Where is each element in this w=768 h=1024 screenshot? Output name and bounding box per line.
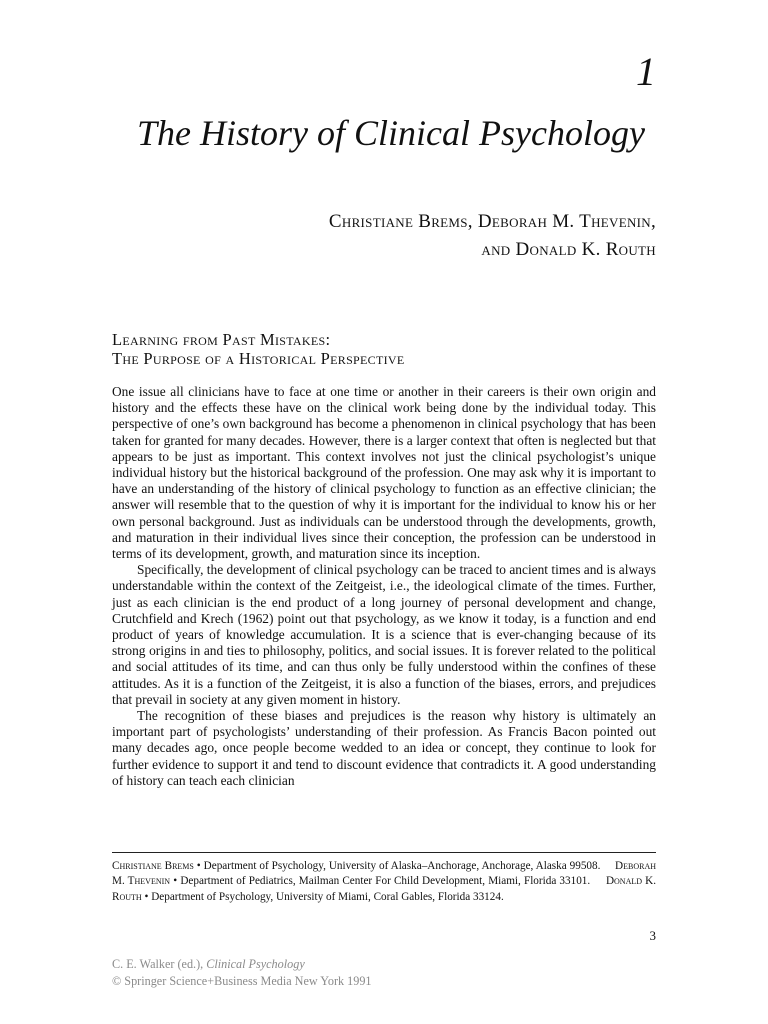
footnote-separator-1: • (196, 860, 201, 872)
paragraph-1: One issue all clinicians have to face at one time or another in their careers is their own origin and history and the effects these have on the clinical work being done by the individual today. This perspective of one’s own background has become a phenomenon in clinical psychology that has been taken for granted for many decades. However, there is a larger context that often is neglected but that appears to be just as important. This context involves not just the clinical psychologist’s unique individual history but the historical background of the profession. One may ask why it is important to have an understanding of the history of clinical psychology to function as an effective clinician; the answer will resemble that to the question of why it is important for the individual to know his or her own personal background. Just as individuals can be understood through the developments, growth, and maturation in their individual lives since their conception, the profession can be understood in terms of its development, growth, and maturation since its inception. (112, 384, 656, 562)
footnote-author-3-affiliation: Department of Psychology, University of Miami, Coral Gables, Florida 33124. (151, 890, 504, 903)
footnote-author-1-affiliation: Department of Psychology, University of Alaska–Anchorage, Anchorage, Alaska 99508. (203, 860, 601, 872)
publisher-imprint (112, 956, 372, 990)
footnote-separator-2: • (173, 875, 178, 888)
footnote-author-3-name: Donald K. Routh (112, 875, 657, 903)
chapter-number: 1 (636, 49, 656, 94)
authors-line-2: and Donald K. Routh (481, 239, 656, 260)
imprint-copyright: © Springer Science+Business Media New York 1991 (112, 974, 372, 988)
imprint-book-title: Clinical Psychology (206, 957, 305, 971)
footnote-author-2-name: Deborah M. Thevenin (112, 860, 657, 888)
body-text (112, 384, 656, 789)
imprint-citation (112, 956, 372, 973)
paragraph-3: The recognition of these biases and prejudices is the reason why history is ultimately an important part of psychologists’ understanding of their profession. As Francis Bacon pointed out many decades ago, once people become wedded to an idea or concept, they continue to look for further evidence to support it and tend to discount evidence that contradicts it. A good understanding of history can teach each clinician (112, 708, 656, 788)
footnote-author-2-affiliation: Department of Pediatrics, Mailman Center For Child Development, Miami, Florida 33101. (180, 875, 591, 888)
footnote-separator-3: • (144, 890, 149, 903)
page-number: 3 (649, 928, 656, 943)
chapter-authors (329, 208, 656, 264)
author-affiliations-footnote (112, 859, 656, 905)
authors-line-1: Christiane Brems, Deborah M. Thevenin, (328, 211, 656, 232)
footnote-divider (112, 852, 656, 853)
imprint-editor: C. E. Walker (ed.), (112, 957, 207, 971)
paragraph-2: Specifically, the development of clinical psychology can be traced to ancient times and is always understandable within the context of the Zeitgeist, i.e., the ideological climate of the times. Further, just as each clinician is the end product of a long journey of personal development and change, Crutchfield and Krech (1962) point out that psychology, as we know it today, is a function and end product of years of knowledge accumulation. It is a science that is ever-changing because of its strong origins in and ties to philosophy, politics, and social issues. It is forever related to the political and social attitudes of its time, and can thus only be fully understood within the confines of these attitudes. As it is a function of the Zeitgeist, it is also a function of the biases, errors, and prejudices that prevail in society at any given moment in history. (112, 562, 656, 707)
section-heading (112, 330, 404, 368)
chapter-title: The History of Clinical Psychology (137, 113, 645, 153)
section-heading-line-2: The Purpose of a Historical Perspective (112, 349, 405, 368)
section-heading-line-1: Learning from Past Mistakes: (112, 330, 331, 349)
footnote-author-1-name: Christiane Brems (112, 860, 194, 872)
